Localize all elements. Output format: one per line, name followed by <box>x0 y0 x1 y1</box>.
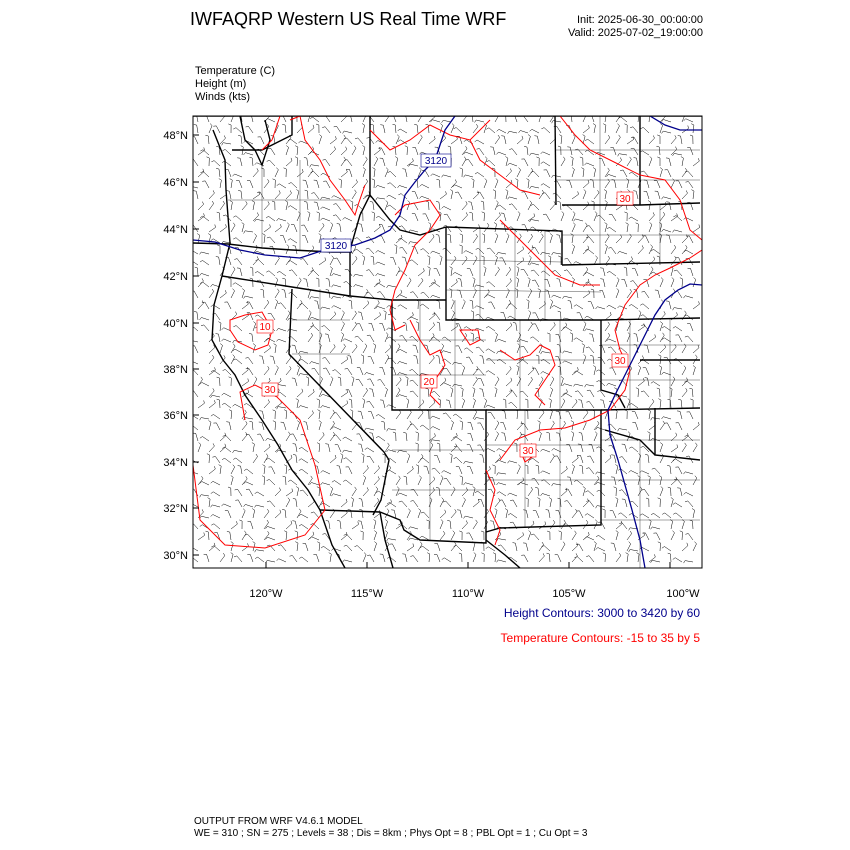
temperature-contour-label: 30 <box>264 385 276 396</box>
lon-label: 105°W <box>552 588 586 600</box>
height-contour-legend: Height Contours: 3000 to 3420 by 60 <box>503 606 700 620</box>
init-time: Init: 2025-06-30_00:00:00 <box>577 14 703 26</box>
lat-label: 40°N <box>163 318 188 330</box>
field-label-temperature: Temperature (C) <box>195 65 276 77</box>
plot-title: IWFAQRP Western US Real Time WRF <box>190 9 507 29</box>
field-label-height: Height (m) <box>195 78 247 90</box>
valid-time: Valid: 2025-07-02_19:00:00 <box>568 27 703 39</box>
lat-label: 30°N <box>163 550 188 562</box>
temperature-contour-label: 10 <box>259 322 271 333</box>
lon-label: 120°W <box>249 588 283 600</box>
footer-config: WE = 310 ; SN = 275 ; Levels = 38 ; Dis = 8km ; Phys Opt = 8 ; PBL Opt = 1 ; Cu Opt = 3 <box>194 828 588 839</box>
lon-label: 100°W <box>666 588 700 600</box>
map-frame <box>193 116 702 568</box>
lat-label: 46°N <box>163 177 188 189</box>
temperature-contour-legend: Temperature Contours: -15 to 35 by 5 <box>500 631 700 645</box>
lat-label: 44°N <box>163 224 188 236</box>
lat-label: 34°N <box>163 457 188 469</box>
lon-label: 110°W <box>451 588 485 600</box>
temperature-contour-label: 30 <box>522 446 534 457</box>
footer-model: OUTPUT FROM WRF V4.6.1 MODEL <box>194 816 363 827</box>
lat-label: 38°N <box>163 364 188 376</box>
height-contour-label: 3120 <box>324 241 348 252</box>
lon-label: 115°W <box>350 588 384 600</box>
temperature-contour-label: 30 <box>619 194 631 205</box>
height-contour-label: 3120 <box>424 156 448 167</box>
field-label-winds: Winds (kts) <box>195 91 250 103</box>
height-contours <box>193 116 702 568</box>
lat-label: 32°N <box>163 503 188 515</box>
lat-label: 42°N <box>163 271 188 283</box>
lat-label: 36°N <box>163 410 188 422</box>
temperature-contour-label: 20 <box>423 377 435 388</box>
lat-label: 48°N <box>163 130 188 142</box>
temperature-contour-label: 30 <box>614 356 626 367</box>
